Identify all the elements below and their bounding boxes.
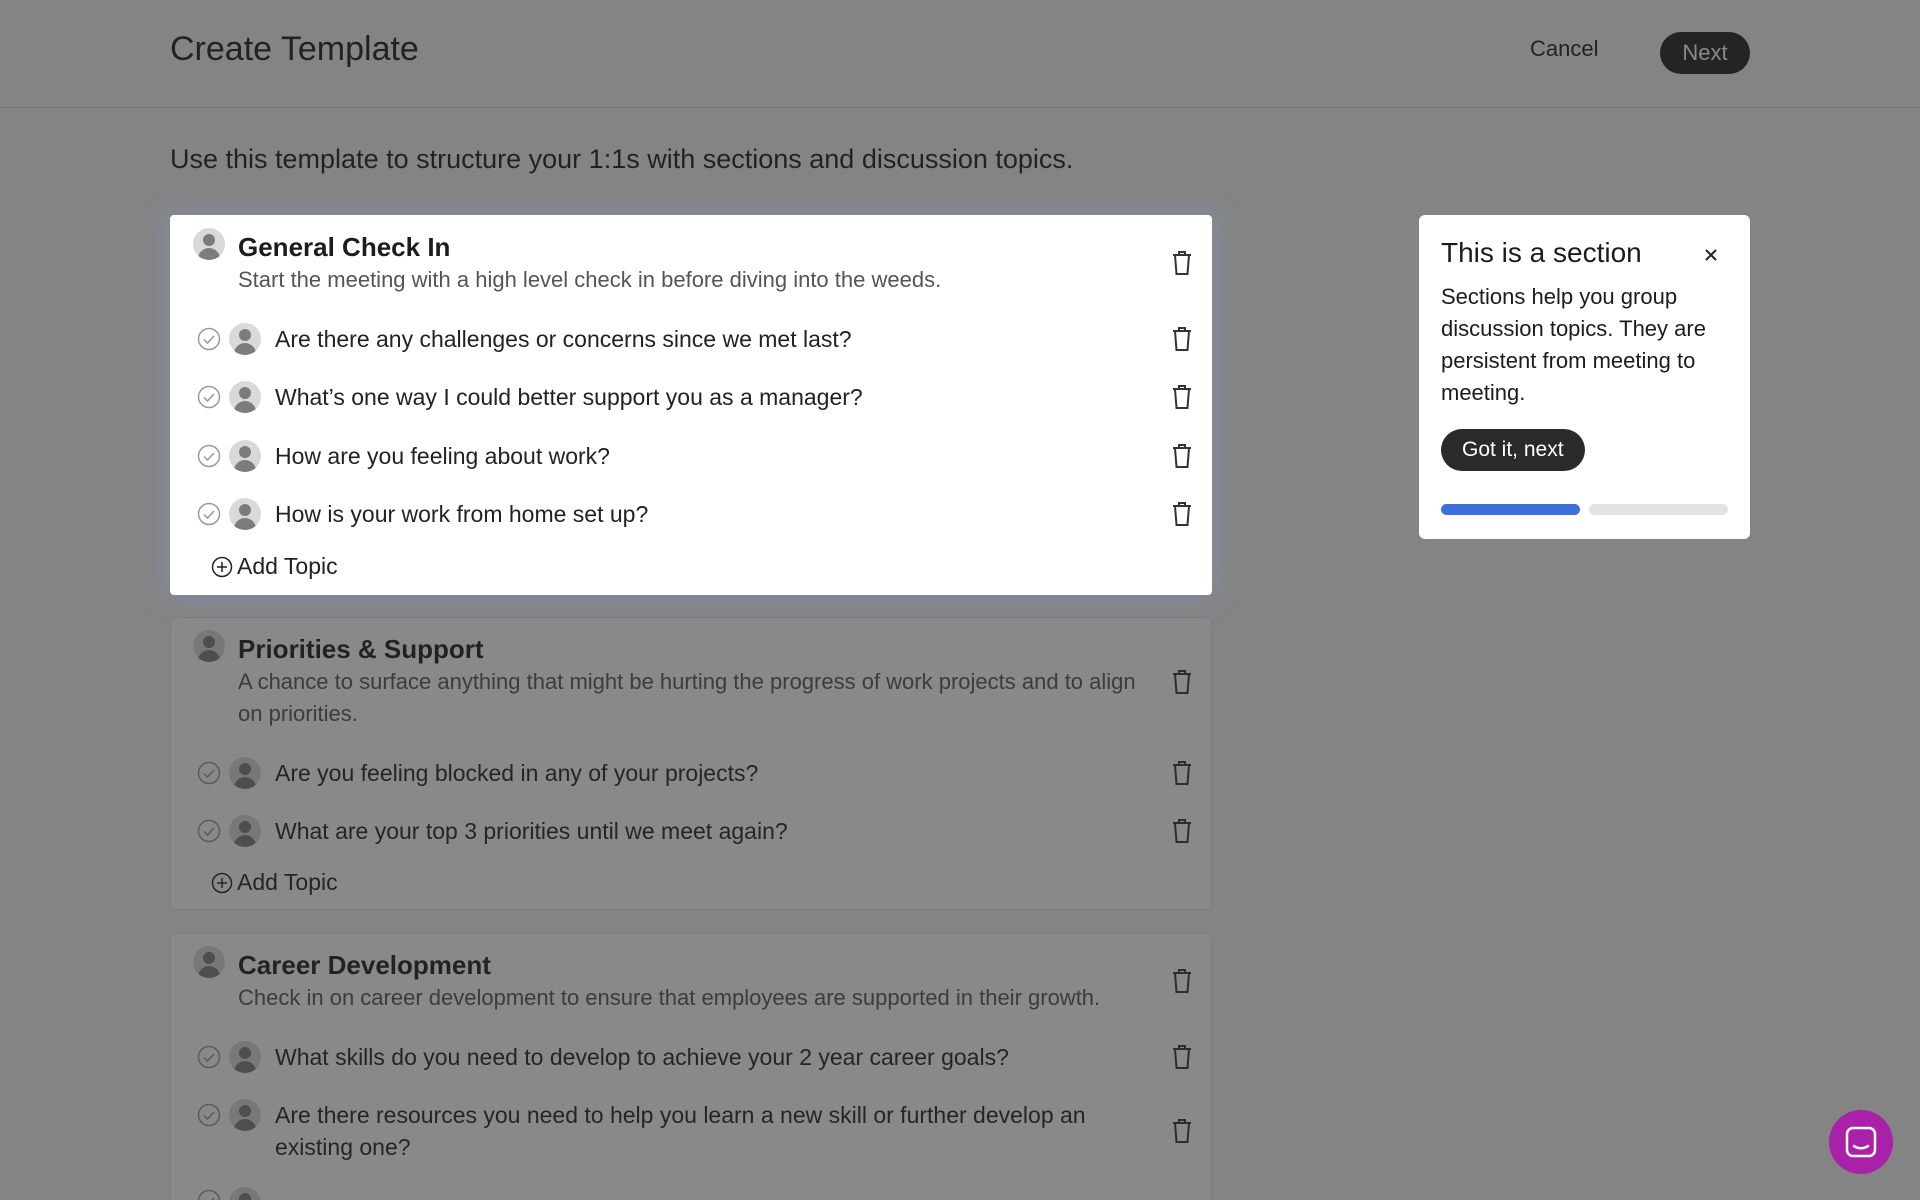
add-topic-label: Add Topic: [237, 553, 338, 579]
trash-icon[interactable]: [1171, 501, 1193, 527]
topic-text[interactable]: How are you feeling about work?: [275, 443, 610, 469]
topic-text[interactable]: How is your work from home set up?: [275, 501, 649, 527]
section-description[interactable]: Start the meeting with a high level check in before diving into the weeds.: [238, 267, 942, 292]
popover-title: This is a section: [1441, 237, 1642, 268]
plus-circle-icon: [211, 556, 233, 578]
trash-icon[interactable]: [1171, 326, 1193, 352]
got-it-next-button[interactable]: Got it, next: [1441, 429, 1585, 471]
topic-text[interactable]: Are there any challenges or concerns since we met last?: [275, 326, 852, 352]
chat-icon: [1829, 1110, 1893, 1174]
topic-text[interactable]: What’s one way I could better support you as a manager?: [275, 384, 863, 410]
check-circle-icon[interactable]: [197, 385, 221, 409]
topic-avatar: [229, 323, 261, 355]
trash-icon[interactable]: [1171, 250, 1193, 276]
progress-step-complete: [1441, 504, 1580, 515]
close-icon[interactable]: [1697, 241, 1725, 269]
onboarding-popover: [1419, 215, 1750, 539]
check-circle-icon[interactable]: [197, 444, 221, 468]
trash-icon[interactable]: [1171, 443, 1193, 469]
check-circle-icon[interactable]: [197, 327, 221, 351]
topic-avatar: [229, 440, 261, 472]
progress-step-pending: [1589, 504, 1728, 515]
topic-avatar: [229, 498, 261, 530]
add-topic-button[interactable]: [211, 553, 338, 580]
popover-body: Sections help you group discussion topics. They are persistent from meeting to meeting.: [1441, 284, 1706, 405]
chat-button[interactable]: [1829, 1110, 1893, 1174]
section-avatar: [193, 228, 225, 260]
check-circle-icon[interactable]: [197, 502, 221, 526]
section-title[interactable]: General Check In: [238, 232, 451, 262]
topic-avatar: [229, 381, 261, 413]
section-general-check-in: [170, 215, 1212, 595]
trash-icon[interactable]: [1171, 384, 1193, 410]
